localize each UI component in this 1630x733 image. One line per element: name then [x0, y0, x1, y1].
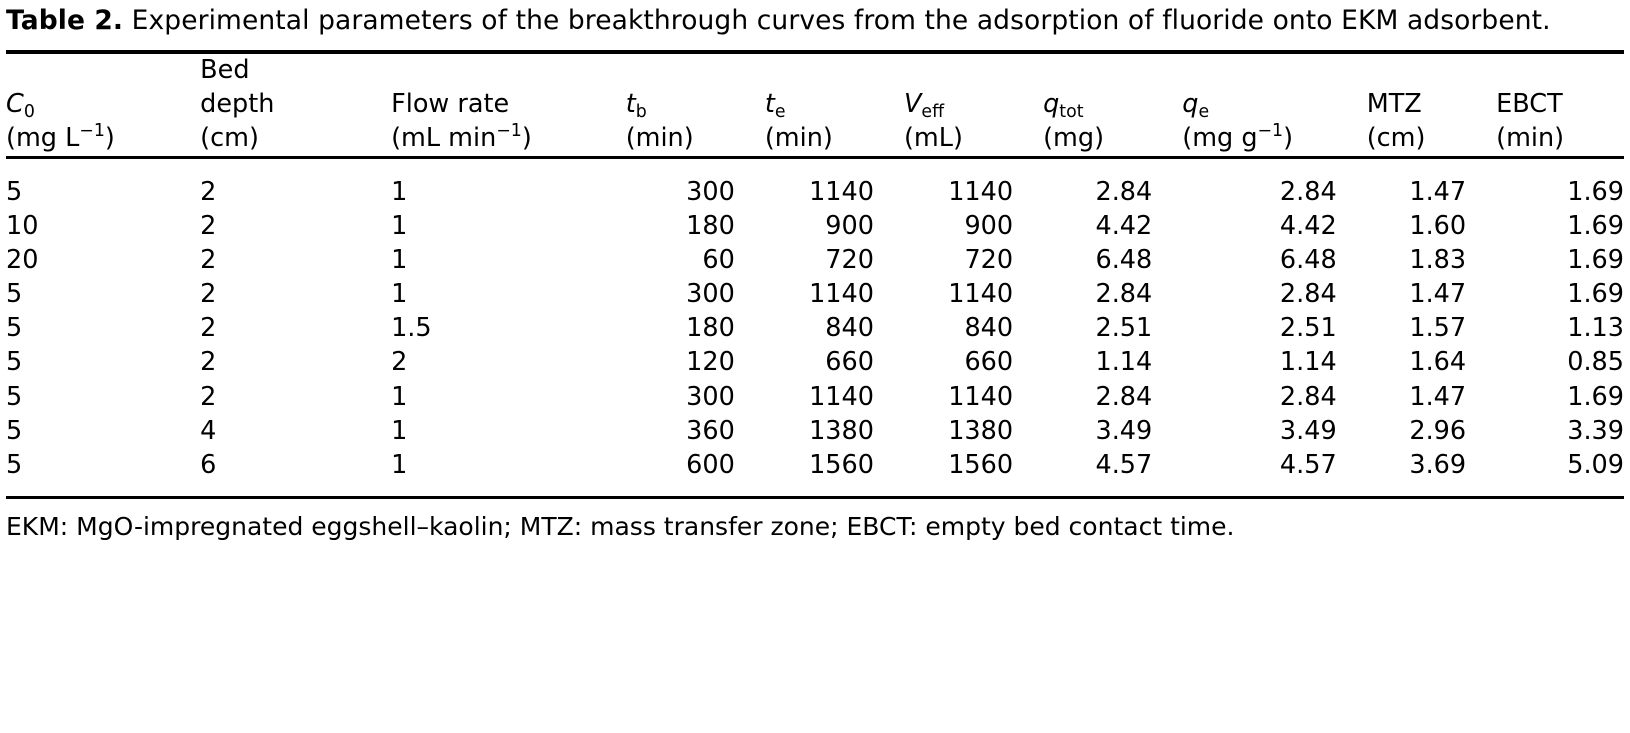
table-cell: 1.83 — [1409, 244, 1467, 275]
table-footnote: EKM: MgO-impregnated eggshell–kaolin; MTZ: mass transfer zone; EBCT: empty bed contact time. — [6, 512, 1235, 542]
table-cell: 3.69 — [1409, 449, 1467, 480]
table-cell: 300 — [686, 176, 735, 207]
table-cell: 1140 — [809, 381, 874, 412]
table-cell: 20 — [6, 244, 39, 275]
column-header-mtz — [1367, 54, 1496, 156]
parameters-table — [6, 54, 1624, 156]
table-cell: 1.47 — [1409, 381, 1467, 412]
te-subscript: e — [774, 101, 786, 122]
te-unit: (min) — [764, 122, 833, 153]
c0-unit-exponent: −1 — [79, 121, 105, 142]
te-symbol: t — [764, 88, 775, 119]
table-cell: 1.69 — [1567, 210, 1624, 241]
table-cell: 4.57 — [1279, 449, 1337, 480]
table-cell: 1140 — [948, 176, 1014, 207]
table-cell: 0.85 — [1567, 347, 1624, 378]
table-cell: 1 — [391, 176, 408, 207]
table-cell: 1 — [391, 415, 408, 446]
table-cell: 4.42 — [1279, 210, 1337, 241]
bed-depth-line2: depth — [200, 88, 275, 119]
table-row — [6, 311, 1624, 345]
column-header-flow-rate — [391, 54, 626, 156]
table-cell: 1 — [391, 279, 408, 310]
column-header-bed-depth — [200, 54, 391, 156]
table-cell: 3.49 — [1279, 415, 1337, 446]
table-cell: 2.51 — [1095, 313, 1153, 344]
table-cell: 2.84 — [1095, 279, 1153, 310]
qtot-symbol: q — [1043, 88, 1060, 119]
table-cell: 1.14 — [1279, 347, 1337, 378]
table-cell: 1.69 — [1567, 279, 1624, 310]
table-cell: 2 — [200, 347, 217, 378]
column-header-qtot — [1043, 54, 1182, 156]
mtz-unit: (cm) — [1366, 122, 1426, 153]
table-cell: 6 — [200, 449, 217, 480]
table-cell: 840 — [964, 313, 1014, 344]
table-cell: 10 — [6, 210, 39, 241]
table-row — [6, 345, 1624, 379]
table-cell: 720 — [964, 244, 1014, 275]
table-header-row — [6, 54, 1624, 156]
table-cell: 1.60 — [1409, 210, 1467, 241]
table-cell: 5 — [6, 415, 23, 446]
flow-rate-label: Flow rate — [391, 88, 510, 119]
ebct-unit: (min) — [1496, 122, 1565, 153]
table-cell: 60 — [702, 244, 735, 275]
table-cell: 2 — [200, 279, 217, 310]
qe-unit-exponent: −1 — [1257, 121, 1284, 142]
table-cell: 2 — [200, 244, 217, 275]
parameters-table-body — [6, 159, 1624, 496]
table-cell: 600 — [686, 449, 735, 480]
column-header-tb — [626, 54, 765, 156]
table-cell: 4 — [200, 415, 217, 446]
table-cell: 300 — [686, 381, 735, 412]
table-cell: 2.84 — [1095, 381, 1153, 412]
table-cell: 4.57 — [1095, 449, 1153, 480]
c0-unit-suffix: ) — [104, 122, 115, 153]
table-cell: 1.69 — [1567, 176, 1624, 207]
table-row — [6, 414, 1624, 448]
qe-subscript: e — [1198, 101, 1210, 122]
table-cell: 2 — [200, 176, 217, 207]
table-cell: 6.48 — [1095, 244, 1153, 275]
table-row — [6, 243, 1624, 277]
table-cell: 840 — [825, 313, 874, 344]
tb-subscript: b — [635, 101, 647, 122]
table-cell: 3.39 — [1567, 415, 1624, 446]
table-cell: 1 — [391, 210, 408, 241]
table-cell: 300 — [686, 279, 735, 310]
table-cell: 1140 — [948, 279, 1014, 310]
table-cell: 1.5 — [391, 313, 432, 344]
table-cell: 1 — [391, 449, 408, 480]
table-cell: 1140 — [948, 381, 1014, 412]
qtot-unit: (mg) — [1043, 122, 1105, 153]
table-cell: 1380 — [809, 415, 874, 446]
table-cell: 5 — [6, 279, 23, 310]
tb-symbol: t — [625, 88, 636, 119]
c0-subscript: 0 — [23, 101, 35, 122]
table-cell: 1.57 — [1409, 313, 1467, 344]
table-cell: 1380 — [948, 415, 1014, 446]
veff-symbol: V — [903, 88, 922, 119]
table-body — [6, 159, 1624, 496]
table-cell: 1.69 — [1567, 244, 1624, 275]
table-cell: 660 — [825, 347, 874, 378]
qe-unit-prefix: (mg g — [1182, 122, 1258, 153]
table-cell: 2.84 — [1279, 176, 1337, 207]
table-cell: 2 — [200, 313, 217, 344]
table-label: Table 2. — [6, 5, 124, 36]
table-row — [6, 277, 1624, 311]
tb-unit: (min) — [625, 122, 694, 153]
table-cell: 1.69 — [1567, 381, 1624, 412]
table-cell: 2.84 — [1279, 381, 1337, 412]
table-row — [6, 159, 1624, 209]
ebct-label: EBCT — [1496, 88, 1563, 119]
qe-unit-suffix: ) — [1283, 122, 1294, 153]
table-cell: 3.49 — [1095, 415, 1153, 446]
flow-rate-unit-exponent: −1 — [496, 121, 522, 142]
bed-depth-unit: (cm) — [200, 122, 259, 153]
table-cell: 2.96 — [1409, 415, 1467, 446]
table-cell: 5.09 — [1567, 449, 1624, 480]
table-caption-text: Experimental parameters of the breakthrough curves from the adsorption of fluoride onto EKM adsorbent. — [131, 5, 1551, 36]
qtot-subscript: tot — [1059, 101, 1084, 122]
column-header-veff — [904, 54, 1043, 156]
table-cell: 5 — [6, 176, 23, 207]
qe-symbol: q — [1182, 88, 1199, 119]
table-row — [6, 448, 1624, 496]
table-cell: 1.64 — [1409, 347, 1467, 378]
table-caption — [6, 0, 1624, 50]
table-cell: 2 — [200, 210, 217, 241]
table-cell: 2 — [200, 381, 217, 412]
table-cell: 900 — [964, 210, 1014, 241]
table-cell: 180 — [686, 313, 735, 344]
table-cell: 1140 — [809, 279, 874, 310]
table-cell: 1.47 — [1409, 279, 1467, 310]
flow-rate-unit-prefix: (mL min — [391, 122, 497, 153]
mtz-label: MTZ — [1366, 88, 1422, 119]
table-cell: 1560 — [809, 449, 874, 480]
table-cell: 1 — [391, 244, 408, 275]
table-cell: 2 — [391, 347, 408, 378]
table-cell: 900 — [825, 210, 874, 241]
table-cell: 1560 — [948, 449, 1014, 480]
veff-unit: (mL) — [903, 122, 963, 153]
table-cell: 5 — [6, 313, 23, 344]
column-header-ebct — [1496, 54, 1624, 156]
table-cell: 1 — [391, 381, 408, 412]
table-cell: 180 — [686, 210, 735, 241]
column-header-te — [765, 54, 904, 156]
table-cell: 720 — [825, 244, 874, 275]
veff-subscript: eff — [921, 101, 945, 122]
table-cell: 660 — [964, 347, 1014, 378]
column-header-qe — [1182, 54, 1366, 156]
table-cell: 5 — [6, 381, 23, 412]
table-cell: 1.14 — [1095, 347, 1153, 378]
table-cell: 1140 — [809, 176, 874, 207]
table-cell: 1.47 — [1409, 176, 1467, 207]
column-header-c0 — [6, 54, 200, 156]
table-row — [6, 380, 1624, 414]
table-cell: 2.84 — [1095, 176, 1153, 207]
table-cell: 5 — [6, 347, 23, 378]
table-cell: 360 — [686, 415, 735, 446]
table-cell: 2.84 — [1279, 279, 1337, 310]
c0-symbol: C — [6, 88, 24, 119]
table-cell: 2.51 — [1279, 313, 1337, 344]
table-cell: 120 — [686, 347, 735, 378]
table-cell: 4.42 — [1095, 210, 1153, 241]
table-cell: 6.48 — [1279, 244, 1337, 275]
table-cell: 5 — [6, 449, 23, 480]
flow-rate-unit-suffix: ) — [521, 122, 532, 153]
c0-unit-prefix: (mg L — [6, 122, 80, 153]
bed-depth-line1: Bed — [200, 54, 250, 85]
table-row — [6, 209, 1624, 243]
table-cell: 1.13 — [1567, 313, 1624, 344]
